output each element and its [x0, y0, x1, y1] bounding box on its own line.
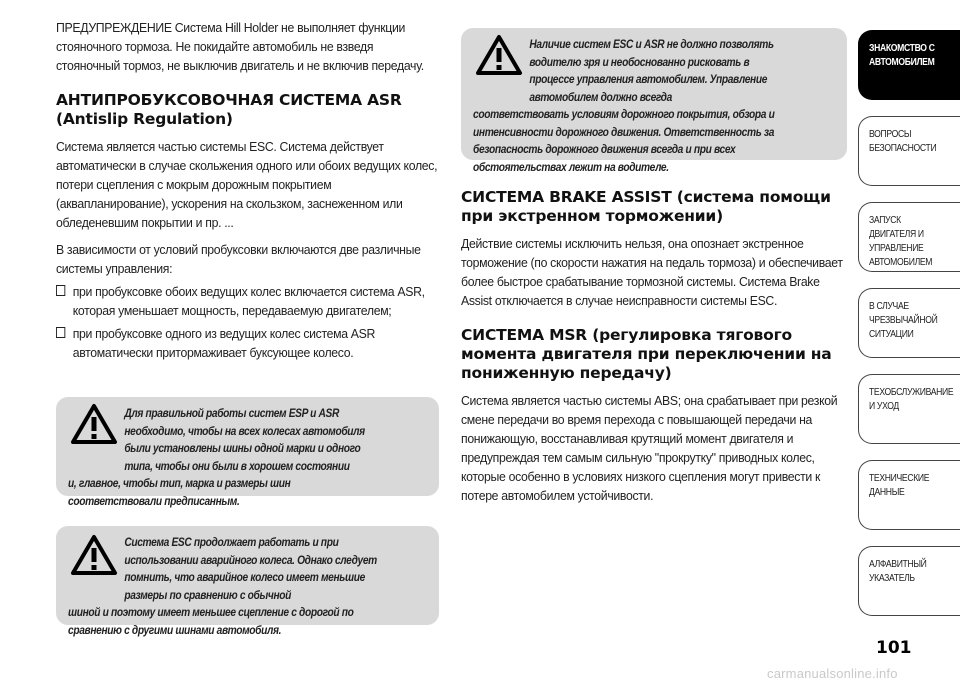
warning-text: Система ESC продолжает работать и при использовании аварийного колеса. Однако следует помнить, что аварийное колесо имеет меньшие размеры по сравнению с обычной шиной и поэтому имеет меньшее сцепление с дорогой по сравнению с другими шинами автомобиля. [68, 536, 377, 637]
tab-starting-driving[interactable]: ЗАПУСК ДВИГАТЕЛЯ И УПРАВЛЕНИЕ АВТОМОБИЛЕМ [858, 202, 960, 272]
warning-text: Наличие систем ESC и ASR не должно позволять водителю зря и необоснованно рисковать в процессе управления автомобилем. Управление автомобилем должно всегда соответствовать условиям дорожного покрытия, обзора и интенсивности дорожного движения. Ответственность за безопасность дорожного движения всегда и при всех обстоятельствах лежит на водителе. [473, 38, 775, 174]
asr-paragraph-1: Система является частью системы ESC. Система действует автоматически в случае скольжения одного или обоих ведущих колес, потери сцепления с мокрым дорожным покрытием (аквапланирование), ускорения на скользком, заснеженном или обледеневшим покрытии и пр. ... [56, 139, 438, 230]
tab-maintenance[interactable]: ТЕХОБСЛУЖИВАНИЕ И УХОД [858, 374, 960, 444]
asr-heading: АНТИПРОБУКСОВОЧНАЯ СИСТЕМА ASR (Antislip Regulation) [56, 91, 402, 128]
warning-box-spare-wheel [56, 526, 439, 637]
right-column [461, 172, 847, 505]
checkbox-bullet-icon [56, 327, 65, 338]
asr-paragraph-2: В зависимости от условий пробуксовки включаются две различные системы управления: [56, 242, 421, 276]
msr-heading: СИСТЕМА MSR (регулировка тягового момента двигателя при переключении на пониженную передачу) [461, 326, 832, 382]
tab-technical-data[interactable]: ТЕХНИЧЕСКИЕ ДАННЫЕ [858, 460, 960, 530]
tab-index[interactable]: АЛФАВИТНЫЙ УКАЗАТЕЛЬ [858, 546, 960, 616]
tab-emergency[interactable]: В СЛУЧАЕ ЧРЕЗВЫЧАЙНОЙ СИТУАЦИИ [858, 288, 960, 358]
bullet-text: при пробуксовке одного из ведущих колес система ASR автоматически притормаживает буксующее колесо. [72, 326, 376, 360]
bullet-text: при пробуксовке обоих ведущих колес включается система ASR, которая уменьшает мощность, передаваемую двигателем; [72, 284, 425, 318]
left-column [56, 18, 440, 362]
watermark: carmanualsonline.info [767, 666, 898, 681]
tab-introduction[interactable]: ЗНАКОМСТВО С АВТОМОБИЛЕМ [858, 30, 960, 100]
brake-assist-heading: СИСТЕМА BRAKE ASSIST (система помощи при экстренном торможении) [461, 188, 831, 225]
page-number: 101 [876, 638, 912, 658]
warning-box-tyres [56, 397, 439, 508]
hill-holder-warning-text: ПРЕДУПРЕЖДЕНИЕ Система Hill Holder не выполняет функции стояночного тормоза. Не покидайте автомобиль не взведя стояночный тормоз, не выключив двигатель и не включив передачу. [56, 20, 424, 73]
warning-box-driver-responsibility [461, 28, 847, 174]
warning-text: Для правильной работы систем ESP и ASR необходимо, чтобы на всех колесах автомобиля были установлены шины одной марки и одного типа, чтобы они были в хорошем состоянии и, главное, чтобы тип, марка и размеры шин соответствовали предписанным. [68, 407, 365, 508]
msr-paragraph: Система является частью системы ABS; она срабатывает при резкой смене передачи во время перехода с повышающей передачи на понижающую, восстанавливая крутящий момент двигателя и предупреждая тем самым сильную "прокрутку" приводных колес, которые особенно в условиях низкого сцепления могут привести к потере автомобилем устойчивости. [461, 393, 838, 503]
tab-safety[interactable]: ВОПРОСЫ БЕЗОПАСНОСТИ [858, 116, 960, 186]
brake-assist-paragraph: Действие системы исключить нельзя, она опознает экстренное торможение (по скорости нажатия на педаль тормоза) и обеспечивает более быстрое срабатывание тормозной системы. Система Brake Assist отключается в случае неисправности системы ESC. [461, 236, 843, 308]
asr-bullet-2 [56, 324, 438, 362]
asr-bullet-1 [56, 282, 438, 320]
checkbox-bullet-icon [56, 285, 65, 296]
